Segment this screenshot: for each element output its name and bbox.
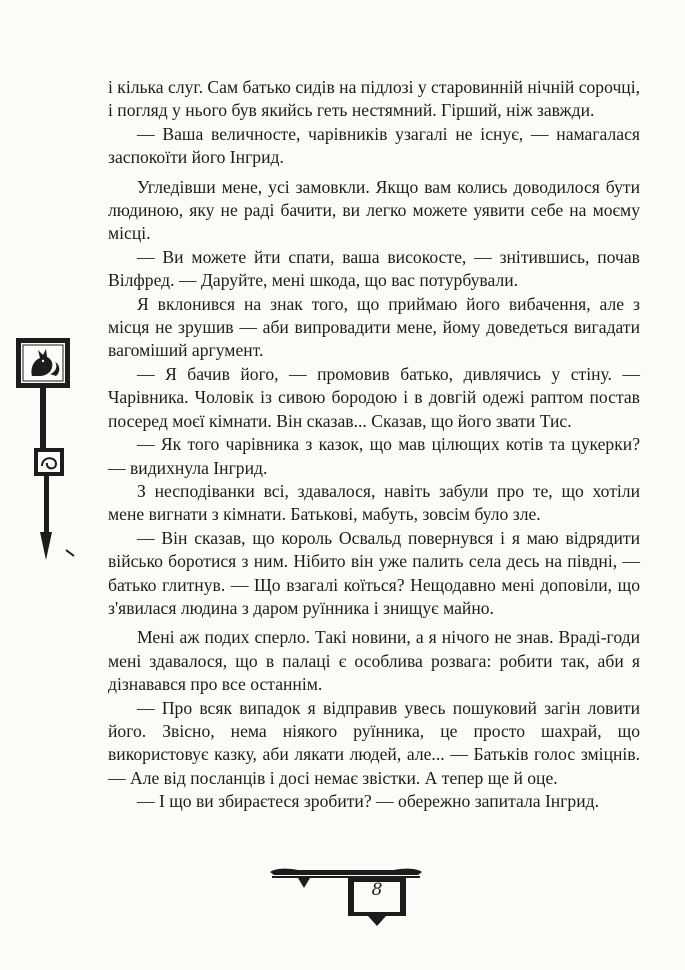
paragraph: З несподіванки всі, здавалося, навіть забули про те, що хотіли мене вигнати з кімнати. Батькові, мабуть, зовсім було зле. xyxy=(108,480,640,525)
page-number: 8 xyxy=(371,880,383,900)
paragraph: — Про всяк випадок я відправив увесь пошуковий загін ловити його. Звісно, нема ніякого руїнника, це просто шахрай, що використовує казку, аби лякати людей, але... — Батьків голос зміцнів. — Але від посланців і досі немає звістки. А тепер ще й оце. xyxy=(108,697,640,788)
paragraph: — Він сказав, що король Освальд повернувся і я маю відрядити військо боротися з ним. Нібито він уже палить села десь на півдні, — батько глитнув. — Що взагалі коїться? Нещодавно мені доповіли, що з'явилася людина з даром руїнника і знищує майно. xyxy=(108,527,640,618)
footer-ornament xyxy=(268,866,424,926)
paragraph: Мені аж подих сперло. Такі новини, а я нічого не знав. Враді-годи мені здавалося, що в палаці є особлива розвага: робити так, аби я дізнавався про все останнім. xyxy=(108,627,640,695)
paragraph: — Як того чарівника з казок, що мав цілющих котів та цукерки? — видихнула Інгрид. xyxy=(108,434,640,478)
paragraph: Угледівши мене, усі замовкли. Якщо вам колись доводилося бути людиною, яку не раді бачити, ви легко можете уявити себе на моєму місці. xyxy=(108,176,640,244)
paragraph: і кілька слуг. Сам батько сидів на підлозі у старовинній нічній сорочці, і погляд у нього був якийсь геть нестямний. Гірший, ніж завжди. xyxy=(108,77,640,121)
body-text xyxy=(108,76,640,814)
paragraph: — Ваша величносте, чарівників узагалі не існує, — намагалася заспокоїти його Інгрид. xyxy=(108,123,640,168)
paragraph: — Я бачив його, — промовив батько, дивлячись у стіну. — Чарівника. Чоловік із сивою бородою і в довгій одежі раптом постав посеред моєї кімнати. Він сказав... Сказав, що його звати Тис. xyxy=(108,363,640,431)
paragraph: Я вклонився на знак того, що приймаю його вибачення, але з місця не зрушив — аби випровадити мене, йому доведеться вигадати вагоміший аргумент. xyxy=(108,293,640,361)
paragraph: — Ви можете йти спати, ваша високосте, — знітившись, почав Вілфред. — Даруйте, мені шкода, що вас потурбували. xyxy=(108,246,640,291)
paragraph: — І що ви збираєтеся зробити? — обережно запитала Інгрид. xyxy=(137,791,599,812)
side-ornament xyxy=(14,336,82,562)
